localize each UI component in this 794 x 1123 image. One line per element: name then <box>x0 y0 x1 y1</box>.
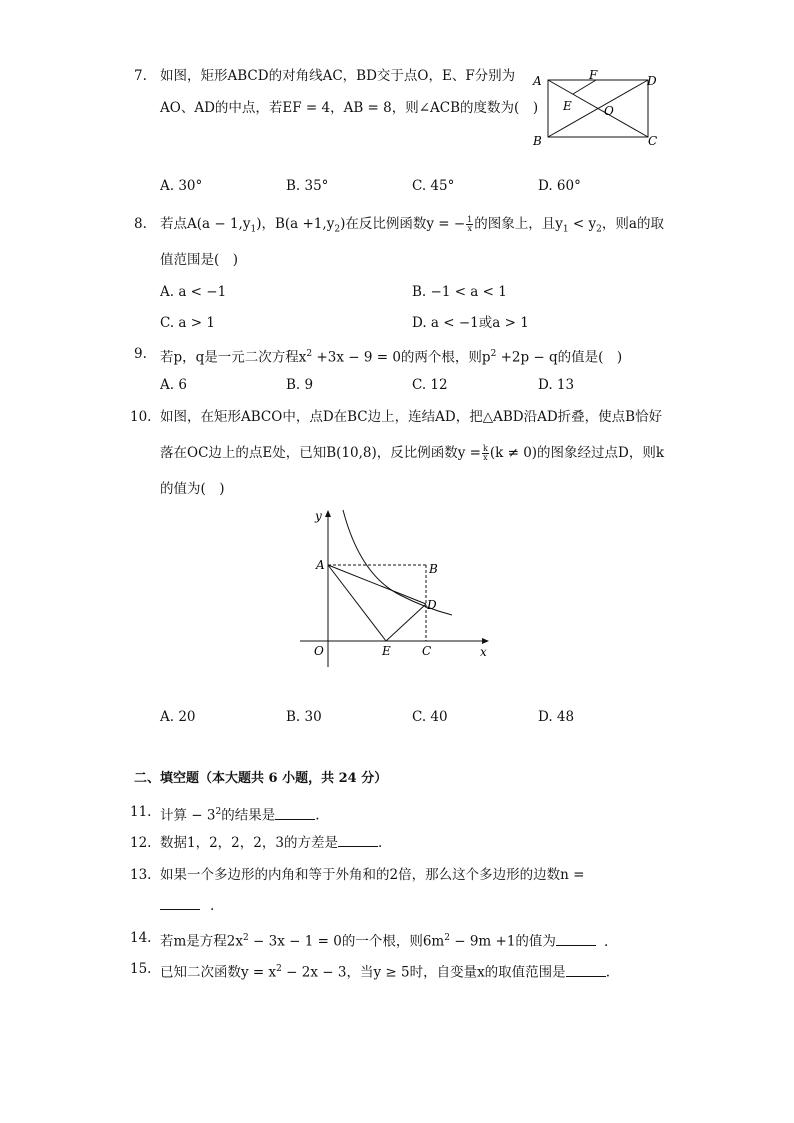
q12-answer-blank[interactable] <box>338 834 378 847</box>
q15-answer-blank[interactable] <box>566 964 606 977</box>
q10-frac-den: x <box>483 453 488 462</box>
q8-part-c: )在反比例函数y = − <box>340 216 466 232</box>
q13-number: 13. <box>130 867 152 883</box>
q10-fraction <box>482 445 489 462</box>
q8-option-a: A. a < −1 <box>160 284 227 300</box>
q14-period: . <box>603 933 609 950</box>
q14-part-d: − 9m +1的值为 <box>449 933 556 950</box>
q8-option-b: B. −1 < a < 1 <box>412 284 507 300</box>
q8-part-a: 若点A(a − 1,y <box>160 216 251 232</box>
q7-text-line1: 如图，矩形ABCD的对角线AC，BD交于点O，E、F分别为 <box>160 68 516 84</box>
q14-sup-2: 2 <box>444 933 450 943</box>
q10-part-b: (k ≠ 0)的图象经过点D，则k <box>489 445 665 461</box>
q7-number: 7. <box>134 68 147 84</box>
q9-option-c: C. 12 <box>412 377 448 393</box>
q13-text: 如果一个多边形的内角和等于外角和的2倍，那么这个多边形的边数n = <box>160 867 585 883</box>
q12-period: . <box>377 835 383 851</box>
q8-sub-3: 1 <box>562 224 569 235</box>
q14-answer-blank[interactable] <box>556 933 596 946</box>
q7-label-D: D <box>647 74 657 88</box>
q14-part-a: 若m是方程2x <box>160 933 244 950</box>
q14-number: 14. <box>130 930 152 946</box>
q9-text-line1 <box>160 345 622 367</box>
q9-part-c: +2p − q的值是( ) <box>496 349 623 366</box>
q8-sub-2: 2 <box>334 224 341 235</box>
q7-option-a: A. 30° <box>160 178 203 194</box>
q11-sup: 2 <box>215 807 222 817</box>
q9-option-b: B. 9 <box>286 377 314 393</box>
q8-frac-num: 1 <box>467 215 473 224</box>
q15-text <box>160 960 610 982</box>
q9-sup-1: 2 <box>306 349 313 359</box>
q13-text-line2 <box>160 897 214 915</box>
q7-option-d: D. 60° <box>538 178 581 194</box>
q12-number: 12. <box>130 835 152 851</box>
q7-label-C: C <box>648 134 658 148</box>
q8-part-f: ，则a的取 <box>601 216 664 232</box>
q8-frac-den: x <box>467 224 472 233</box>
q7-option-c: C. 45° <box>412 178 455 194</box>
q9-option-d: D. 13 <box>538 377 575 393</box>
q10-frac-num: k <box>483 444 488 453</box>
q10-label-A: A <box>316 558 325 572</box>
q7-rectangle-figure <box>528 68 668 148</box>
q7-label-E: E <box>563 99 572 113</box>
q14-sup-1: 2 <box>243 933 249 943</box>
q9-option-a: A. 6 <box>160 377 187 393</box>
q13-answer-blank[interactable] <box>160 897 200 910</box>
q10-label-y: y <box>315 509 322 523</box>
q8-sub-1: 1 <box>250 224 257 235</box>
q11-answer-blank[interactable] <box>275 807 315 820</box>
q10-label-C: C <box>422 644 432 658</box>
q8-part-d: 的图象上，且y <box>474 216 563 232</box>
q10-label-E: E <box>382 644 391 658</box>
q10-option-c: C. 40 <box>412 709 448 725</box>
q11-text <box>160 803 320 825</box>
q15-sup: 2 <box>276 964 282 974</box>
q8-fraction <box>466 216 473 233</box>
q15-number: 15. <box>130 961 152 977</box>
q10-part-a: 落在OC边上的点E处，已知B(10,8)，反比例函数y = <box>160 445 481 461</box>
q8-part-b: )，B(a +1,y <box>256 216 335 232</box>
q10-label-x: x <box>480 645 487 659</box>
q11-part-a: 计算 − 3 <box>160 807 216 824</box>
q15-part-a: 已知二次函数y = x <box>160 964 277 981</box>
q9-number: 9. <box>134 346 147 362</box>
q7-text-line2: AO、AD的中点，若EF = 4，AB = 8，则∠ACB的度数为( ) <box>160 100 539 116</box>
q10-number: 10. <box>130 409 152 425</box>
q10-text-line2 <box>160 444 664 462</box>
q7-option-b: B. 35° <box>286 178 329 194</box>
q8-option-c: C. a > 1 <box>160 315 215 331</box>
q10-label-D: D <box>427 598 437 612</box>
q10-option-a: A. 20 <box>160 709 196 725</box>
q8-text-line1 <box>160 215 664 239</box>
q11-number: 11. <box>130 804 152 820</box>
q10-text-line1: 如图，在矩形ABCO中，点D在BC边上，连结AD，把△ABD沿AD折叠，使点B恰好 <box>160 409 663 425</box>
q15-period: . <box>605 964 610 981</box>
q10-option-d: D. 48 <box>538 709 575 725</box>
q7-label-F: F <box>589 68 598 82</box>
q10-option-b: B. 30 <box>286 709 322 725</box>
q14-part-b: − 3x − 1 = 0的一个根，则6m <box>248 933 445 950</box>
q10-label-O: O <box>314 644 324 658</box>
q7-label-A: A <box>533 74 542 88</box>
q9-part-a: 若p，q是一元二次方程x <box>160 349 307 366</box>
q8-option-d: D. a < −1或a > 1 <box>412 315 529 331</box>
q10-text-line3: 的值为( ) <box>160 481 225 497</box>
q12-text <box>160 834 382 852</box>
q15-part-b: − 2x − 3，当y ≥ 5时，自变量x的取值范围是 <box>281 964 566 981</box>
q10-label-B: B <box>429 562 438 576</box>
q8-part-e: < y <box>568 216 597 232</box>
q8-sub-4: 2 <box>596 224 602 235</box>
q11-part-b: 的结果是 <box>221 807 276 824</box>
section-fill-in-title: 二、填空题（本大题共 6 小题，共 24 分） <box>134 771 388 786</box>
q10-coordinate-figure <box>300 505 510 675</box>
q13-period: . <box>210 898 215 914</box>
q12-part-a: 数据1，2，2，2，3的方差是 <box>160 835 338 851</box>
q8-number: 8. <box>134 216 147 232</box>
q11-period: . <box>315 807 320 824</box>
q9-sup-2: 2 <box>490 349 497 359</box>
q7-label-B: B <box>533 134 542 148</box>
q8-text-line2: 值范围是( ) <box>160 252 239 268</box>
q7-label-O: O <box>604 104 614 118</box>
q14-text <box>160 929 608 951</box>
q9-part-b: +3x − 9 = 0的两个根，则p <box>312 349 491 366</box>
